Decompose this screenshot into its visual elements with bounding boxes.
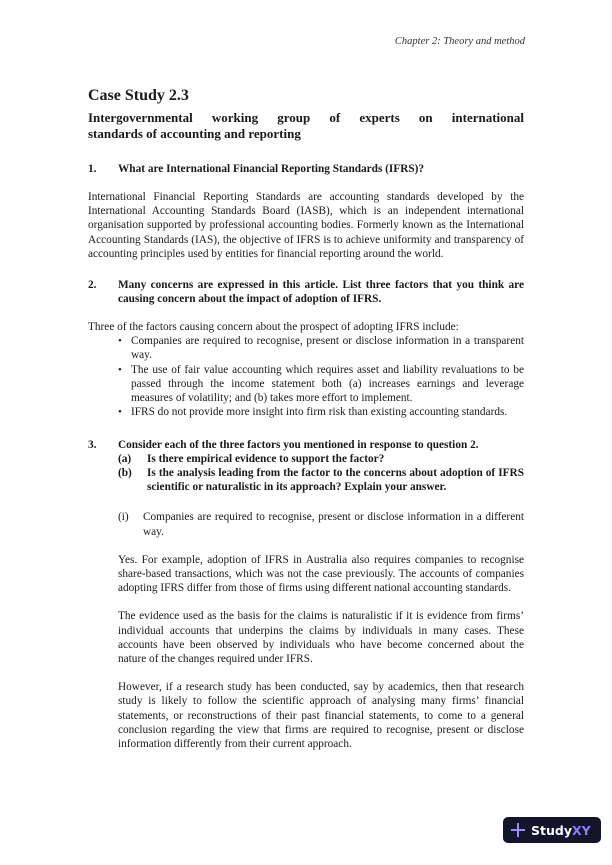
sub-question-b [118, 466, 524, 494]
answer-3-paragraph-1: Yes. For example, adoption of IFRS in Australia also requires companies to recognise share-based transactions, which was not the case previously. The accounts of companies adopting IFRS differ from those of firms using different national accounting standards. [118, 553, 524, 595]
bullet-icon: • [118, 335, 122, 348]
list-item [118, 405, 524, 419]
running-head: Chapter 2: Theory and method [394, 36, 525, 47]
page-content [88, 86, 524, 751]
question-number: 2. [88, 279, 97, 292]
list-item [118, 363, 524, 406]
question-text: Many concerns are expressed in this article. List three factors that you think are causing concern about the impact of adoption of IFRS. [118, 279, 524, 306]
sub-question-text: Is the analysis leading from the factor to the concerns about adoption of IFRS scientific or naturalistic in its approach? Explain your answer. [147, 467, 524, 494]
bullet-icon: • [118, 363, 122, 376]
question-text: Consider each of the three factors you mentioned in response to question 2. [118, 439, 479, 452]
sub-question-text: Is there empirical evidence to support the factor? [147, 453, 385, 466]
factor-label: (i) [118, 511, 129, 524]
sub-question-label: (b) [118, 467, 132, 480]
question-text: What are International Financial Reporting Standards (IFRS)? [118, 163, 425, 175]
answer-2-intro: Three of the factors causing concern about the prospect of adopting IFRS include: [88, 321, 459, 334]
plus-icon [511, 823, 525, 837]
sub-question-a [118, 452, 524, 466]
badge-text-main: Study [531, 822, 572, 838]
bullet-icon: • [118, 406, 122, 419]
answer-3-paragraph-3: However, if a research study has been conducted, say by academics, then that research study is likely to follow the scientific approach of analysing many firms’ financial statements, or reconstructions of their past financial statements, to come to a general conclusion regarding the view that firms are required to recognise, present or disclose information differently from their current approach. [118, 681, 524, 751]
badge-text-accent: XY [571, 822, 591, 838]
list-item-text: Companies are required to recognise, present or disclose information in a transparent way. [131, 335, 524, 362]
list-item-text: The use of fair value accounting which requires asset and liability revaluations to be passed through the income statement both (a) increases earnings and leverage measures of volatility; and (b) takes more effort to implement. [131, 363, 524, 405]
list-item-text: IFRS do not provide more insight into firm risk than existing accounting standards. [131, 406, 508, 419]
question-2 [88, 278, 524, 306]
question-3 [88, 438, 524, 452]
case-study-title: Case Study 2.3 [88, 87, 189, 104]
studyxy-badge[interactable] [503, 817, 601, 843]
answer-3-paragraph-2: The evidence used as the basis for the claims is naturalistic if it is evidence from firms’ individual accounts that underpins the claims by individuals in many cases. These accounts have been observed by individuals who have become concerned about the nature of the changes required under IFRS. [118, 610, 524, 666]
case-study-subtitle-line1: Intergovernmental working group of experts on international [88, 110, 524, 125]
case-study-subtitle [88, 110, 524, 142]
question-number: 1. [88, 163, 97, 175]
question-1 [88, 162, 524, 176]
case-study-subtitle-line2: standards of accounting and reporting [88, 126, 301, 141]
question-number: 3. [88, 439, 97, 452]
factor-i [118, 510, 524, 538]
list-item [118, 334, 524, 362]
factor-list [88, 334, 524, 419]
answer-1: International Financial Reporting Standards are accounting standards developed by the International Accounting Standards Board (IASB), which is an independent international organisation supported by professional accounting bodies. Formerly known as the International Accounting Standards (IAS), the objective of IFRS is to achieve uniformity and transparency of accounting principles used by entities for financial reporting around the world. [88, 191, 524, 260]
sub-question-label: (a) [118, 453, 132, 466]
factor-text: Companies are required to recognise, present or disclose information in a different way. [143, 511, 524, 538]
